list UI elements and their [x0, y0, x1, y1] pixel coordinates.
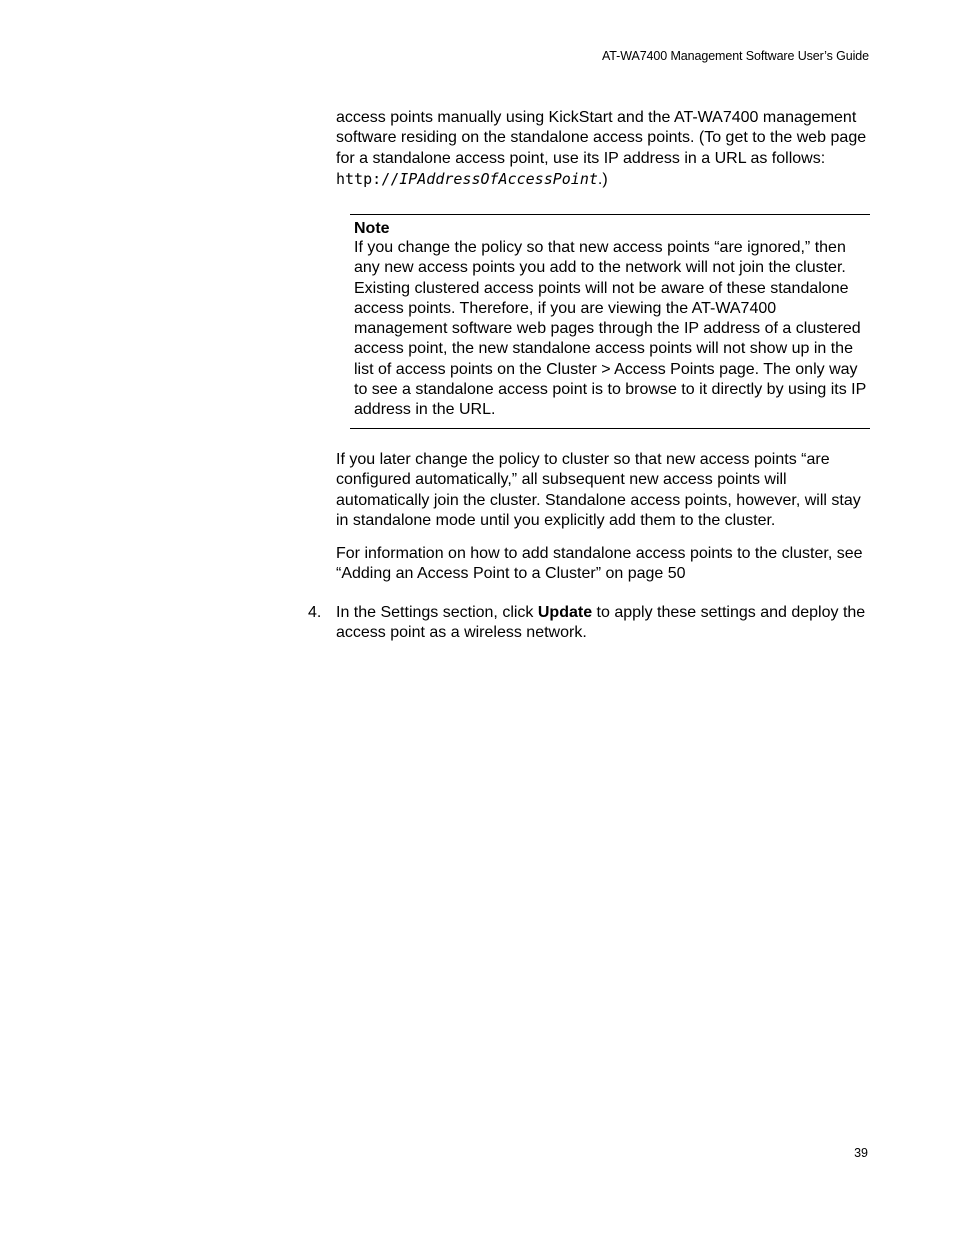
update-term: Update — [537, 604, 593, 621]
url-code-variable: IPAddressOfAccessPoint — [399, 169, 598, 188]
step-4-paragraph — [336, 603, 870, 644]
url-code-prefix: http:// — [336, 169, 400, 188]
step-text: In the Settings section, click — [336, 604, 538, 621]
running-header: AT-WA7400 Management Software User’s Guide — [602, 49, 869, 63]
note-body: If you change the policy so that new access points “are ignored,” then any new access points you add to the network will not join the cluster. Existing clustered access points will not be aware of these standalone access points. Therefore, if you are viewing the AT-WA7400 management software web pages through the IP address of a clustered access point, the new standalone access points will not show up in the list of access points on the Cluster > Access Points page. The only way to see a standalone access point is to browse to it directly by using its IP address in the URL. — [354, 239, 866, 419]
intro-paragraph — [336, 108, 870, 190]
note-title: Note — [354, 220, 390, 237]
intro-text-end: .) — [597, 170, 608, 188]
cluster-policy-paragraph: If you later change the policy to cluster so that new access points “are configured automatically,” all subsequent new access points will automatically join the cluster. Standalone access points, however, will stay in standalone mode until you explicitly add them to the cluster. — [336, 451, 861, 529]
note-box — [350, 214, 870, 429]
more-info-paragraph: For information on how to add standalone access points to the cluster, see “Adding an Access Point to a Cluster” on page 50 — [336, 545, 863, 583]
step-text-end: to apply these settings and deploy the access point as a wireless network. — [336, 604, 866, 642]
step-number: 4. — [308, 604, 322, 621]
page-number: 39 — [854, 1146, 868, 1160]
intro-text: access points manually using KickStart and the AT-WA7400 management software residing on the standalone access points. (To get to the web page for a standalone access point, use its IP address in a URL as follows: — [336, 109, 867, 167]
